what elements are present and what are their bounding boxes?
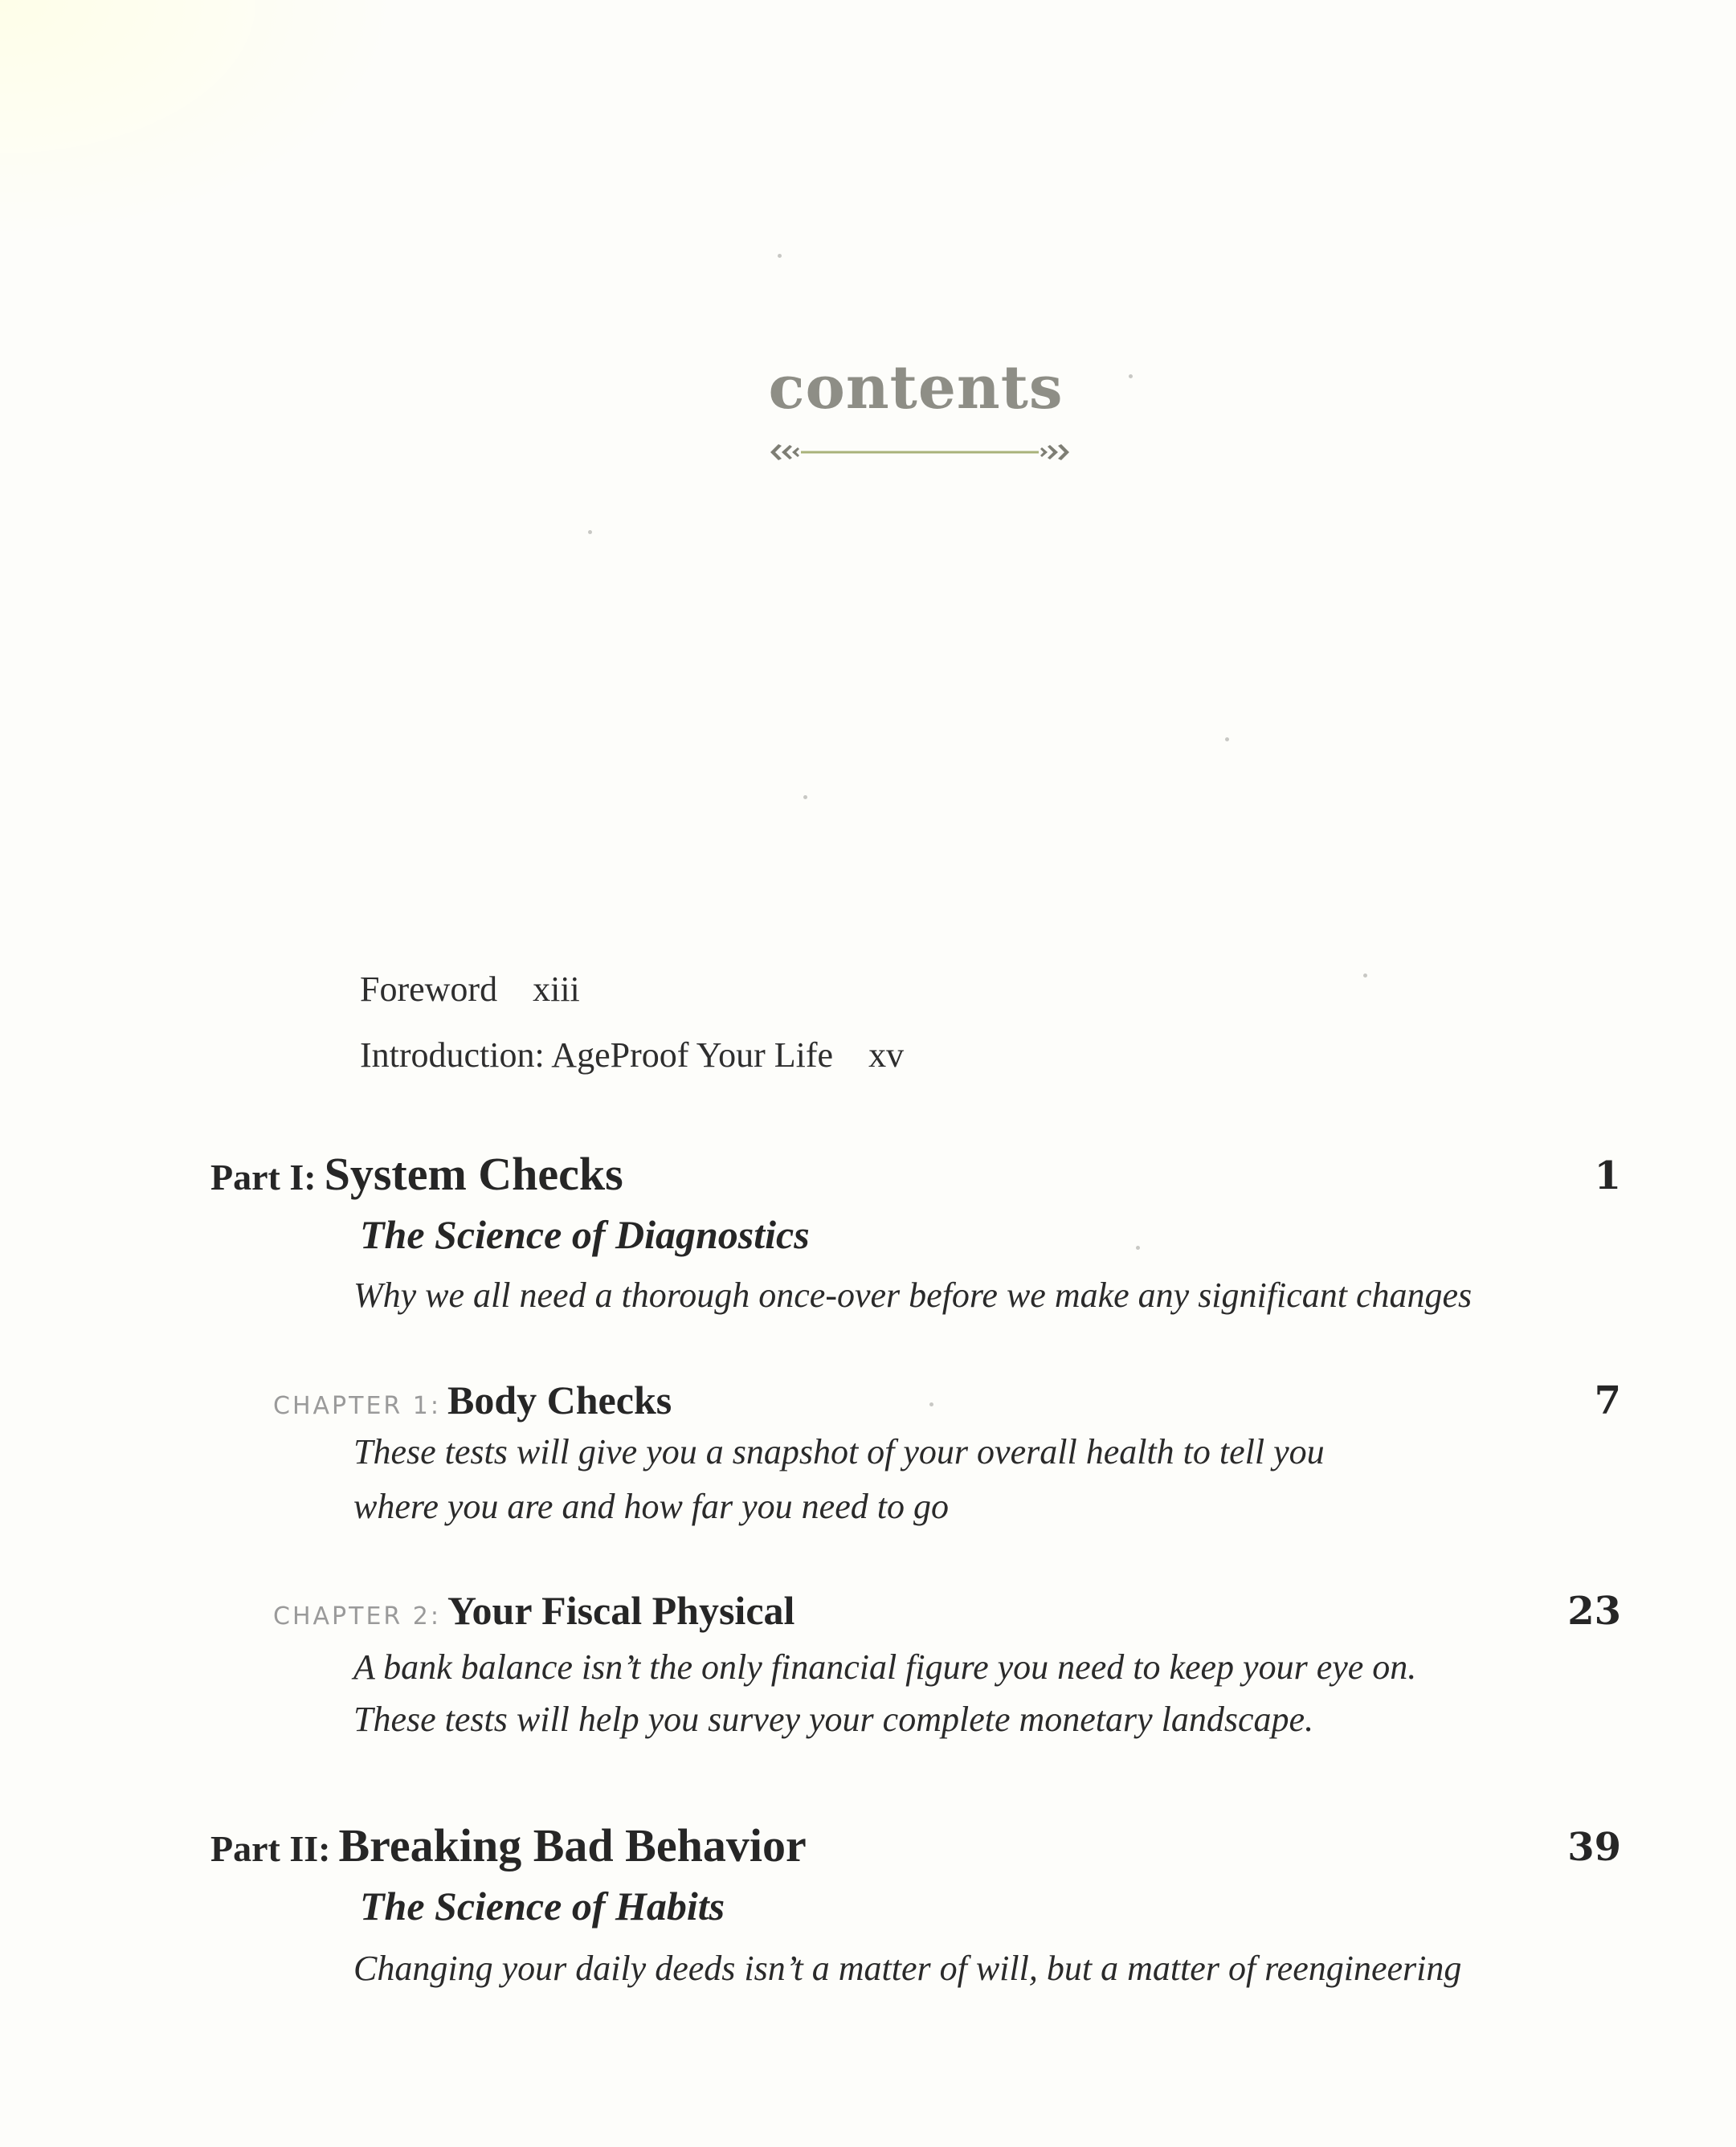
entry-label: Introduction: AgeProof Your Life bbox=[360, 1035, 834, 1075]
toc-entry-introduction[interactable] bbox=[360, 1035, 904, 1076]
scan-speck bbox=[929, 1402, 933, 1406]
part-title: System Checks bbox=[324, 1148, 623, 1200]
chapter-label: CHAPTER 2: bbox=[273, 1602, 441, 1631]
toc-entry-foreword[interactable] bbox=[360, 969, 580, 1010]
double-chevron-rule-ornament bbox=[759, 438, 1080, 467]
chapter-title: Body Checks bbox=[447, 1378, 672, 1422]
scan-speck bbox=[778, 254, 782, 258]
page-number-chapter-2: 23 bbox=[1567, 1589, 1621, 1634]
page-number: xv bbox=[868, 1035, 905, 1075]
toc-entry-chapter-1[interactable] bbox=[273, 1377, 672, 1423]
part-subtitle: The Science of Habits bbox=[360, 1884, 725, 1929]
page-number-chapter-1: 7 bbox=[1594, 1378, 1621, 1423]
chapter-label: CHAPTER 1: bbox=[273, 1392, 441, 1420]
part-description: Changing your daily deeds isn’t a matter of will, but a matter of reengineering bbox=[353, 1949, 1462, 1988]
page-number-part-1: 1 bbox=[1594, 1153, 1621, 1198]
scan-speck bbox=[803, 795, 807, 799]
chapter-description-line: A bank balance isn’t the only financial figure you need to keep your eye on. bbox=[353, 1647, 1417, 1687]
toc-entry-part-2[interactable] bbox=[210, 1818, 807, 1872]
toc-entry-chapter-2[interactable] bbox=[273, 1587, 794, 1634]
chapter-description-line: These tests will give you a snapshot of your overall health to tell you bbox=[353, 1432, 1325, 1471]
chapter-description-line: These tests will help you survey your complete monetary landscape. bbox=[353, 1700, 1314, 1739]
part-subtitle: The Science of Diagnostics bbox=[360, 1212, 810, 1257]
scan-speck bbox=[1225, 737, 1229, 741]
entry-label: Foreword bbox=[360, 969, 498, 1009]
page-title: contents bbox=[768, 353, 1064, 422]
scan-speck bbox=[1136, 1246, 1140, 1250]
page-number: xiii bbox=[533, 969, 580, 1009]
chapter-description-line: where you are and how far you need to go bbox=[353, 1487, 949, 1526]
part-description: Why we all need a thorough once-over before we make any significant changes bbox=[353, 1276, 1473, 1315]
part-label: Part I: bbox=[210, 1157, 317, 1198]
chapter-title: Your Fiscal Physical bbox=[447, 1588, 795, 1633]
paper-tint bbox=[0, 0, 402, 241]
toc-entry-part-1[interactable] bbox=[210, 1147, 623, 1201]
page-number-part-2: 39 bbox=[1567, 1825, 1621, 1870]
part-label: Part II: bbox=[210, 1828, 331, 1869]
part-title: Breaking Bad Behavior bbox=[338, 1819, 807, 1871]
scan-speck bbox=[1363, 973, 1367, 978]
scan-speck bbox=[588, 530, 592, 534]
